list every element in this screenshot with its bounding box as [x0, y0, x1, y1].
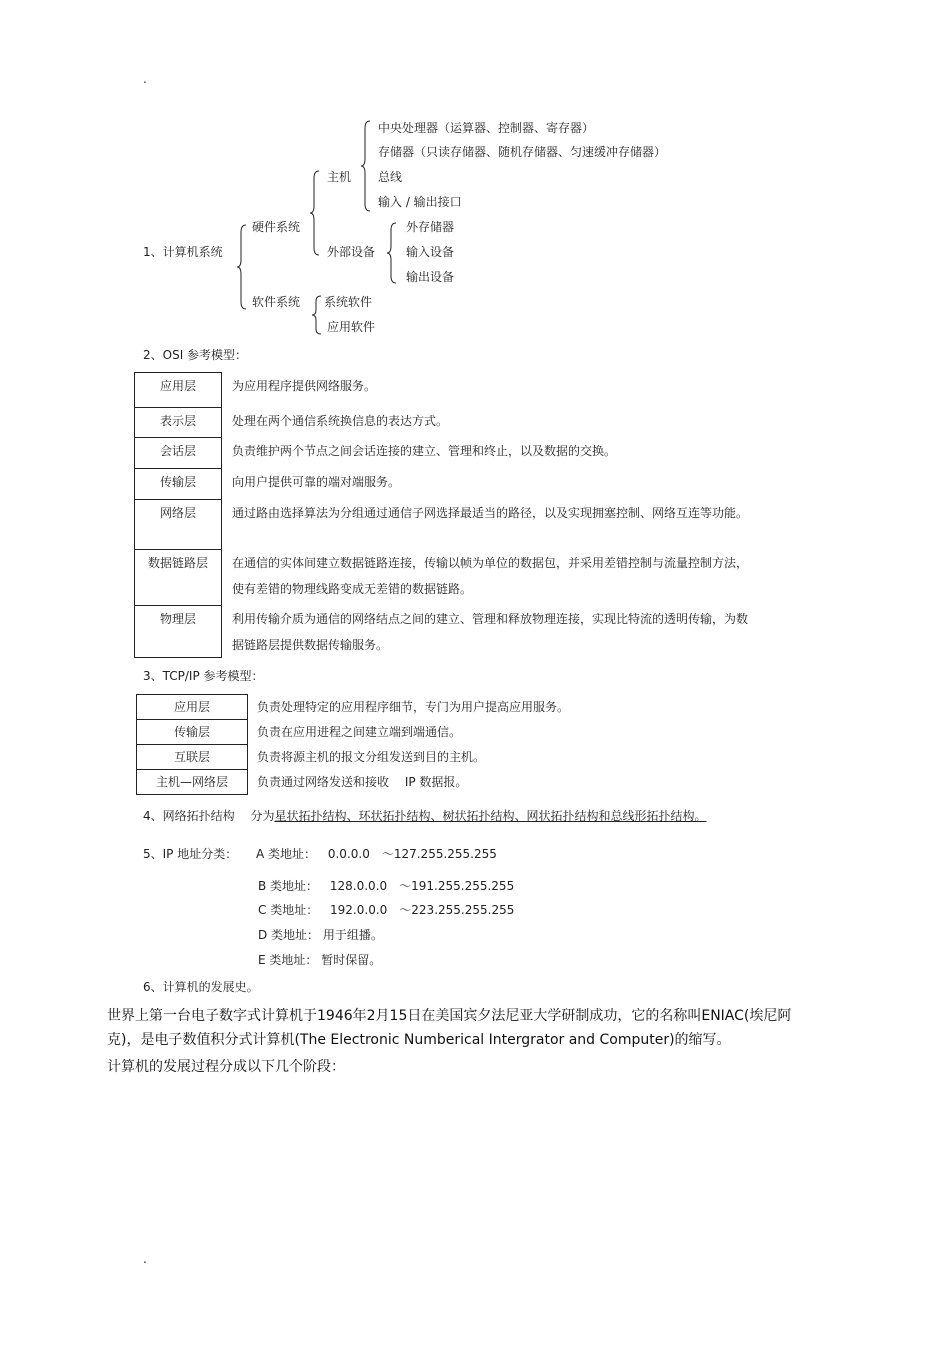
tcpip-model-table [136, 694, 570, 795]
ip-class-range: 0.0.0.0 ～127.255.255.255 [327, 847, 497, 861]
section-4-line [143, 808, 753, 824]
host-item: 输入 / 输出接口 [378, 195, 462, 209]
tcpip-row [137, 695, 570, 720]
page-mark-bottom: . [143, 1252, 147, 1266]
tcpip-row [137, 745, 570, 770]
section-5-heading: 5、IP 地址分类： [143, 847, 238, 861]
osi-row [135, 408, 753, 438]
section-3-heading: 3、TCP/IP 参考模型： [143, 669, 264, 683]
osi-layer-name: 数据链路层 [135, 550, 222, 606]
osi-row [135, 469, 753, 500]
tcpip-layer-name: 应用层 [137, 695, 248, 720]
osi-layer-name: 会话层 [135, 438, 222, 469]
tcpip-layer-name: 互联层 [137, 745, 248, 770]
host-item: 中央处理器（运算器、控制器、寄存器） [378, 121, 595, 135]
software-system-label: 软件系统 [252, 295, 301, 309]
ip-class-range: 暂时保留。 [321, 953, 382, 967]
osi-layer-name: 应用层 [135, 373, 222, 408]
osi-layer-name: 网络层 [135, 500, 222, 550]
osi-row [135, 373, 753, 408]
ip-class-row [258, 952, 381, 968]
tcpip-layer-desc: 负责将源主机的报文分组发送到目的主机。 [257, 750, 486, 764]
topology-list: 星状拓扑结构、环状拓扑结构、树状拓扑结构、网状拓扑结构和总线形拓扑结构。 [274, 809, 707, 823]
ip-class-row [258, 927, 383, 943]
osi-layer-desc: 利用传输介质为通信的网络结点之间的建立、管理和释放物理连接，实现比特流的透明传输，为数据链路层提供数据传输服务。 [232, 611, 749, 652]
osi-row [135, 606, 753, 658]
external-item: 外存储器 [406, 220, 455, 234]
host-label: 主机 [327, 170, 352, 184]
osi-row [135, 438, 753, 469]
topology-prefix: 分为 [250, 809, 275, 823]
tcpip-row [137, 770, 570, 795]
brace-hardware [309, 170, 321, 256]
osi-layer-desc: 负责维护两个节点之间会话连接的建立、管理和终止，以及数据的交换。 [232, 443, 617, 458]
brace-external [386, 222, 398, 284]
ip-class-label: B 类地址： [258, 879, 319, 893]
ip-class-row [256, 846, 497, 862]
ip-class-range: 用于组播。 [322, 928, 383, 942]
tcpip-layer-desc: 负责处理特定的应用程序细节，专门为用户提高应用服务。 [257, 700, 570, 714]
ip-class-label: D 类地址： [258, 928, 320, 942]
osi-layer-desc: 通过路由选择算法为分组通过通信子网选择最适当的路径，以及实现拥塞控制、网络互连等功能。 [232, 505, 749, 520]
osi-layer-desc: 处理在两个通信系统换信息的表达方式。 [232, 413, 449, 428]
tcpip-layer-name: 传输层 [137, 720, 248, 745]
osi-layer-desc: 在通信的实体间建立数据链路连接，传输以帧为单位的数据包，并采用差错控制与流量控制方法，使有差错的物理线路变成无差错的数据链路。 [232, 555, 749, 596]
section-6-heading: 6、计算机的发展史。 [143, 980, 259, 994]
ip-class-row [258, 878, 514, 894]
hardware-system-label: 硬件系统 [252, 220, 301, 234]
ip-class-label: E 类地址： [258, 953, 318, 967]
history-paragraph-line: 克)，是电子数值积分式计算机(The Electronic Numberical Intergrator and Computer)的缩写。 [107, 1032, 731, 1048]
brace-host [360, 120, 372, 212]
tcpip-layer-desc: 负责在应用进程之间建立端到端通信。 [257, 725, 462, 739]
host-item: 总线 [378, 170, 403, 184]
osi-layer-name: 物理层 [135, 606, 222, 658]
software-item: 系统软件 [324, 295, 373, 309]
tcpip-row [137, 720, 570, 745]
section-2-heading: 2、OSI 参考模型： [143, 348, 248, 362]
tcpip-layer-name: 主机—网络层 [137, 770, 248, 795]
ip-class-row [258, 902, 514, 918]
external-item: 输出设备 [406, 270, 455, 284]
brace-software [311, 295, 323, 335]
ip-class-label: A 类地址： [256, 847, 317, 861]
software-item: 应用软件 [327, 320, 376, 334]
osi-layer-desc: 为应用程序提供网络服务。 [232, 378, 377, 393]
osi-row [135, 550, 753, 606]
section-1-heading: 1、计算机系统 [143, 245, 223, 259]
osi-layer-name: 表示层 [135, 408, 222, 438]
tcpip-layer-desc: 负责通过网络发送和接收 IP 数据报。 [257, 775, 468, 789]
host-item: 存储器（只读存储器、随机存储器、匀速缓冲存储器） [378, 145, 667, 159]
brace-level1 [236, 224, 248, 310]
ip-class-range: 192.0.0.0 ～223.255.255.255 [330, 903, 515, 917]
osi-layer-desc: 向用户提供可靠的端对端服务。 [232, 474, 401, 489]
osi-model-table [134, 372, 753, 658]
external-devices-label: 外部设备 [327, 245, 376, 259]
page-mark-top: . [143, 72, 147, 86]
section-4-heading: 4、网络拓扑结构 [143, 809, 235, 823]
history-stages-intro: 计算机的发展过程分成以下几个阶段： [107, 1059, 345, 1075]
external-item: 输入设备 [406, 245, 455, 259]
history-paragraph-line: 世界上第一台电子数字式计算机于1946年2月15日在美国宾夕法尼亚大学研制成功，它的名称叫ENIAC(埃尼阿 [107, 1008, 792, 1024]
ip-class-label: C 类地址： [258, 903, 319, 917]
ip-class-range: 128.0.0.0 ～191.255.255.255 [329, 879, 515, 893]
osi-layer-name: 传输层 [135, 469, 222, 500]
osi-row [135, 500, 753, 550]
